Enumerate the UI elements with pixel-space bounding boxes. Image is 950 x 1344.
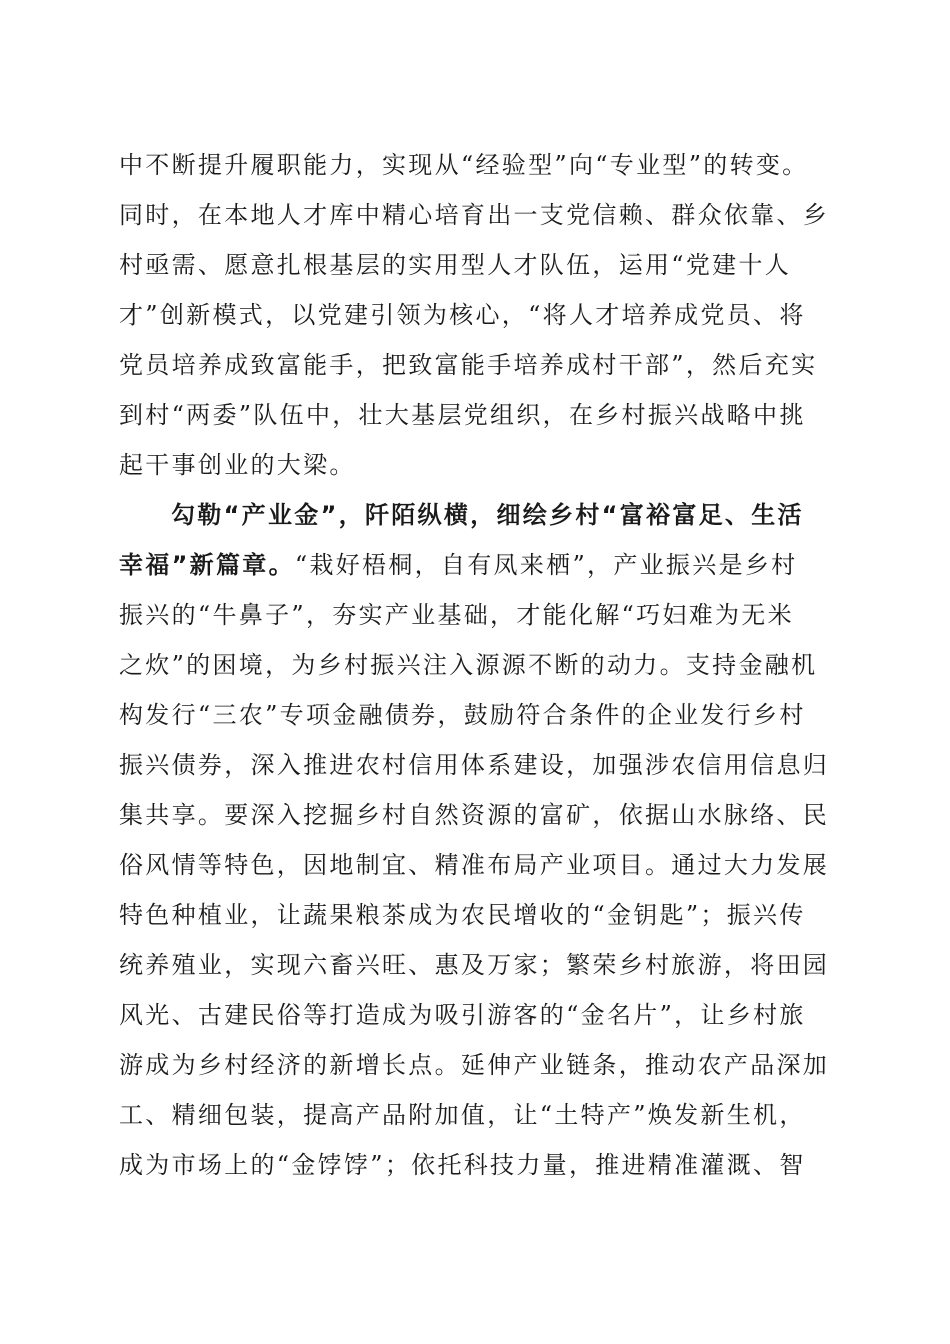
- section-heading-end: 幸福”新篇章。: [119, 551, 295, 579]
- text-line: 特色种植业，让蔬果粮茶成为农民增收的“金钥匙”；振兴传: [119, 901, 806, 929]
- text-line: 之炊”的困境，为乡村振兴注入源源不断的动力。支持金融机: [119, 651, 818, 679]
- text-line: 起干事创业的大梁。: [119, 451, 356, 479]
- text-line: 同时，在本地人才库中精心培育出一支党信赖、群众依靠、乡: [119, 201, 830, 229]
- text-line: 工、精细包装，提高产品附加值，让“土特产”焕发新生机，: [119, 1101, 806, 1129]
- text-span: “栽好梧桐，自有凤来栖”，产业振兴是乡村: [294, 551, 798, 579]
- text-line: 构发行“三农”专项金融债券，鼓励符合条件的企业发行乡村: [119, 701, 806, 729]
- text-line: 党员培养成致富能手，把致富能手培养成村干部”，然后充实: [119, 351, 818, 379]
- text-line: 俗风情等特色，因地制宜、精准布局产业项目。通过大力发展: [119, 851, 830, 879]
- text-line: 集共享。要深入挖掘乡村自然资源的富矿，依据山水脉络、民: [119, 801, 830, 829]
- text-line: 成为市场上的“金饽饽”；依托科技力量，推进精准灌溉、智: [119, 1151, 806, 1179]
- section-heading-line: 勾勒“产业金”，阡陌纵横，细绘乡村“富裕富足、生活: [171, 501, 804, 529]
- text-line: 风光、古建民俗等打造成为吸引游客的“金名片”，让乡村旅: [119, 1001, 806, 1029]
- text-line: 振兴债券，深入推进农村信用体系建设，加强涉农信用信息归: [119, 751, 830, 779]
- document-body: [119, 140, 839, 1190]
- text-line: 中不断提升履职能力，实现从“经验型”向“专业型”的转变。: [119, 151, 809, 179]
- paragraph-industry: [119, 490, 839, 1190]
- text-line: 游成为乡村经济的新增长点。延伸产业链条，推动农产品深加: [119, 1051, 830, 1079]
- text-line: [119, 540, 839, 590]
- text-line: 振兴的“牛鼻子”，夯实产业基础，才能化解“巧妇难为无米: [119, 601, 794, 629]
- paragraph-talent: [119, 140, 839, 490]
- text-line: 村亟需、愿意扎根基层的实用型人才队伍，运用“党建十人: [119, 251, 792, 279]
- text-line: 到村“两委”队伍中，壮大基层党组织，在乡村振兴战略中挑: [119, 401, 806, 429]
- text-line: 才”创新模式，以党建引领为核心，“将人才培养成党员、将: [119, 301, 806, 329]
- text-line: 统养殖业，实现六畜兴旺、惠及万家；繁荣乡村旅游，将田园: [119, 951, 830, 979]
